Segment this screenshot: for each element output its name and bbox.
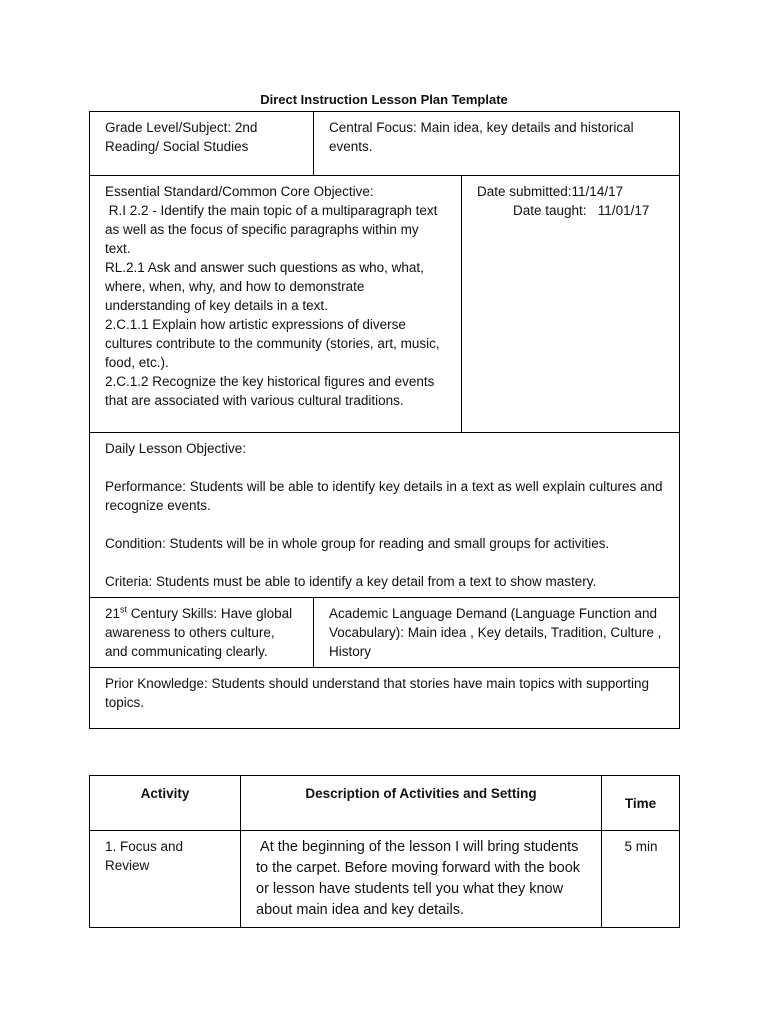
dates-cell bbox=[462, 176, 680, 433]
time-header: Time bbox=[602, 776, 680, 831]
prior-knowledge-cell bbox=[90, 668, 680, 729]
standard-item: 2.C.1.2 Recognize the key historical figures and events that are associated with various cultural traditions. bbox=[105, 374, 435, 408]
activity-header: Activity bbox=[90, 776, 241, 831]
standard-item: 2.C.1.1 Explain how artistic expressions of diverse cultures contribute to the community (stories, art, music, food, etc.). bbox=[105, 317, 440, 370]
activity-cell: 1. Focus and Review bbox=[90, 831, 241, 928]
century-skills-text: Century Skills: Have global awareness to others culture, and communicating clearly. bbox=[105, 606, 293, 659]
date-submitted: Date submitted:11/14/17 bbox=[477, 184, 624, 199]
performance-text: Performance: Students will be able to identify key details in a text as well explain cultures and recognize events. bbox=[105, 479, 663, 513]
description-cell: At the beginning of the lesson I will bring students to the carpet. Before moving forward with the book or lesson have students tell you what they know about main idea and key details. bbox=[241, 831, 602, 928]
century-skills-superscript: st bbox=[120, 604, 128, 615]
daily-objective-cell bbox=[90, 433, 680, 598]
academic-language-cell bbox=[314, 598, 680, 668]
activities-table bbox=[89, 775, 680, 928]
century-skills-number: 21 bbox=[105, 606, 121, 621]
date-taught: Date taught: 11/01/17 bbox=[513, 203, 650, 218]
table-row bbox=[90, 831, 680, 928]
criteria-text: Criteria: Students must be able to identify a key detail from a text to show mastery. bbox=[105, 574, 597, 589]
description-header: Description of Activities and Setting bbox=[241, 776, 602, 831]
standard-item: R.I 2.2 - Identify the main topic of a multiparagraph text as well as the focus of specific paragraphs within my text. bbox=[105, 203, 442, 256]
central-focus-cell bbox=[314, 112, 680, 176]
academic-language-text: Academic Language Demand (Language Function and Vocabulary): Main idea , Key details, Tradition, Culture , History bbox=[329, 606, 662, 659]
lesson-plan-table bbox=[89, 111, 680, 729]
daily-objective-heading: Daily Lesson Objective: bbox=[105, 441, 247, 456]
grade-level-cell bbox=[90, 112, 314, 176]
prior-knowledge-text: Prior Knowledge: Students should understand that stories have main topics with supporting topics. bbox=[105, 676, 650, 710]
central-focus-text: Central Focus: Main idea, key details and historical events. bbox=[329, 120, 634, 154]
standard-item: RL.2.1 Ask and answer such questions as who, what, where, when, why, and how to demonstrate understanding of key details in a text. bbox=[105, 260, 424, 313]
standards-cell bbox=[90, 176, 462, 433]
document-title: Direct Instruction Lesson Plan Template bbox=[260, 92, 508, 107]
century-skills-cell bbox=[90, 598, 314, 668]
time-cell: 5 min bbox=[602, 831, 680, 928]
condition-text: Condition: Students will be in whole group for reading and small groups for activities. bbox=[105, 536, 610, 551]
standards-heading: Essential Standard/Common Core Objective: bbox=[105, 184, 374, 199]
grade-level-text: Grade Level/Subject: 2nd Reading/ Social Studies bbox=[105, 120, 258, 154]
